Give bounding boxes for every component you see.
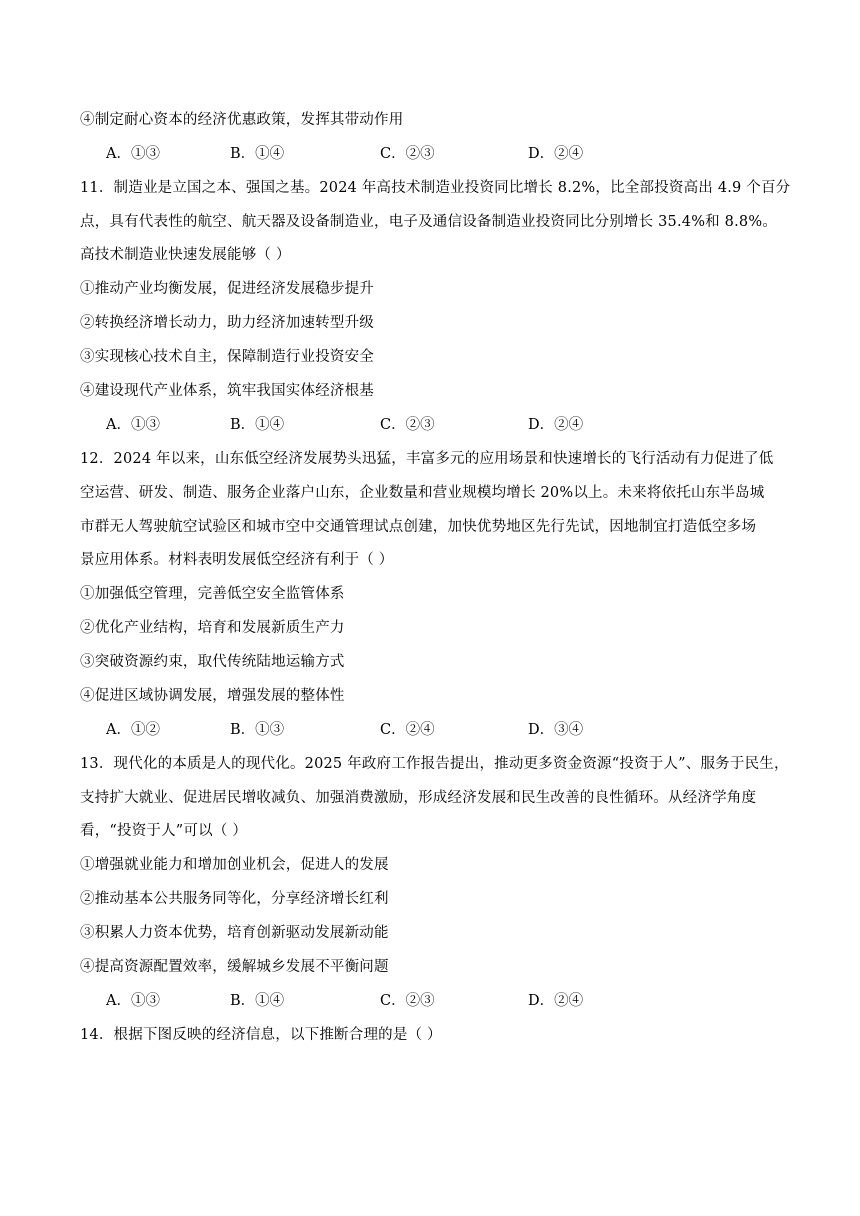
- q13-option-a: A．①③: [106, 993, 160, 1009]
- q13-options: [106, 990, 666, 1012]
- q14-stem-line-1: 14．根据下图反映的经济信息，以下推断合理的是（ ）: [80, 1027, 442, 1043]
- q11-stem-line-1: 11．制造业是立国之本、强国之基。2024 年高技术制造业投资同比增长 8.2%，比全部投资高出 4.9 个百分: [80, 180, 791, 196]
- q11-option-a: A．①③: [106, 417, 160, 433]
- q11-item-3: ③实现核心技术自主，保障制造行业投资安全: [80, 349, 374, 365]
- q13-stem-line-1: 13．现代化的本质是人的现代化。2025 年政府工作报告提出，推动更多资金资源“投资于人”、服务于民生，: [80, 756, 789, 772]
- q11-option-b: B．①④: [230, 417, 285, 433]
- q13-stem-line-2: 支持扩大就业、促进居民增收减负、加强消费激励，形成经济发展和民生改善的良性循环。从经济学角度: [80, 790, 757, 806]
- q12-options: [106, 719, 666, 741]
- q13-item-4: ④提高资源配置效率，缓解城乡发展不平衡问题: [80, 959, 389, 975]
- q13-item-2: ②推动基本公共服务同等化，分享经济增长红利: [80, 891, 389, 907]
- q12-item-2: ②优化产业结构，培育和发展新质生产力: [80, 620, 345, 636]
- q10-option-d: D．②④: [528, 146, 584, 162]
- q13-option-b: B．①④: [230, 993, 285, 1009]
- q11-item-4: ④建设现代产业体系，筑牢我国实体经济根基: [80, 383, 374, 399]
- q10-option-c: C．②③: [380, 146, 435, 162]
- q11-stem-line-2: 点，具有代表性的航空、航天器及设备制造业，电子及通信设备制造业投资同比分别增长 35.4%和 8.8%。: [80, 214, 778, 230]
- q12-option-d: D．③④: [528, 722, 584, 738]
- q10-options: [106, 143, 666, 165]
- q12-item-4: ④促进区域协调发展，增强发展的整体性: [80, 688, 345, 704]
- q10-option-b: B．①④: [230, 146, 285, 162]
- q11-item-1: ①推动产业均衡发展，促进经济发展稳步提升: [80, 281, 374, 297]
- q12-item-3: ③突破资源约束，取代传统陆地运输方式: [80, 654, 345, 670]
- q12-option-c: C．②④: [380, 722, 435, 738]
- q13-option-c: C．②③: [380, 993, 435, 1009]
- q13-option-d: D．②④: [528, 993, 584, 1009]
- q13-stem-line-3: 看，“投资于人”可以（ ）: [80, 823, 248, 839]
- q11-options: [106, 414, 666, 436]
- q11-stem-line-3: 高技术制造业快速发展能够（ ）: [80, 247, 291, 263]
- q12-stem-line-2: 空运营、研发、制造、服务企业落户山东，企业数量和营业规模均增长 20%以上。未来将依托山东半岛城: [80, 485, 765, 501]
- q12-stem-line-1: 12．2024 年以来，山东低空经济发展势头迅猛，丰富多元的应用场景和快速增长的飞行活动有力促进了低: [80, 451, 774, 467]
- q11-option-c: C．②③: [380, 417, 435, 433]
- q12-item-1: ①加强低空管理，完善低空安全监管体系: [80, 586, 345, 602]
- q13-item-1: ①增强就业能力和增加创业机会，促进人的发展: [80, 857, 389, 873]
- q12-option-b: B．①③: [230, 722, 285, 738]
- q10-item-4: ④制定耐心资本的经济优惠政策，发挥其带动作用: [80, 112, 404, 128]
- q11-option-d: D．②④: [528, 417, 584, 433]
- q11-item-2: ②转换经济增长动力，助力经济加速转型升级: [80, 315, 374, 331]
- q12-stem-line-3: 市群无人驾驶航空试验区和城市空中交通管理试点创建，加快优势地区先行先试，因地制宜打造低空多场: [80, 519, 757, 535]
- q13-item-3: ③积累人力资本优势，培育创新驱动发展新动能: [80, 925, 389, 941]
- q12-option-a: A．①②: [106, 722, 160, 738]
- q10-option-a: A．①③: [106, 146, 160, 162]
- q12-stem-line-4: 景应用体系。材料表明发展低空经济有利于（ ）: [80, 552, 394, 568]
